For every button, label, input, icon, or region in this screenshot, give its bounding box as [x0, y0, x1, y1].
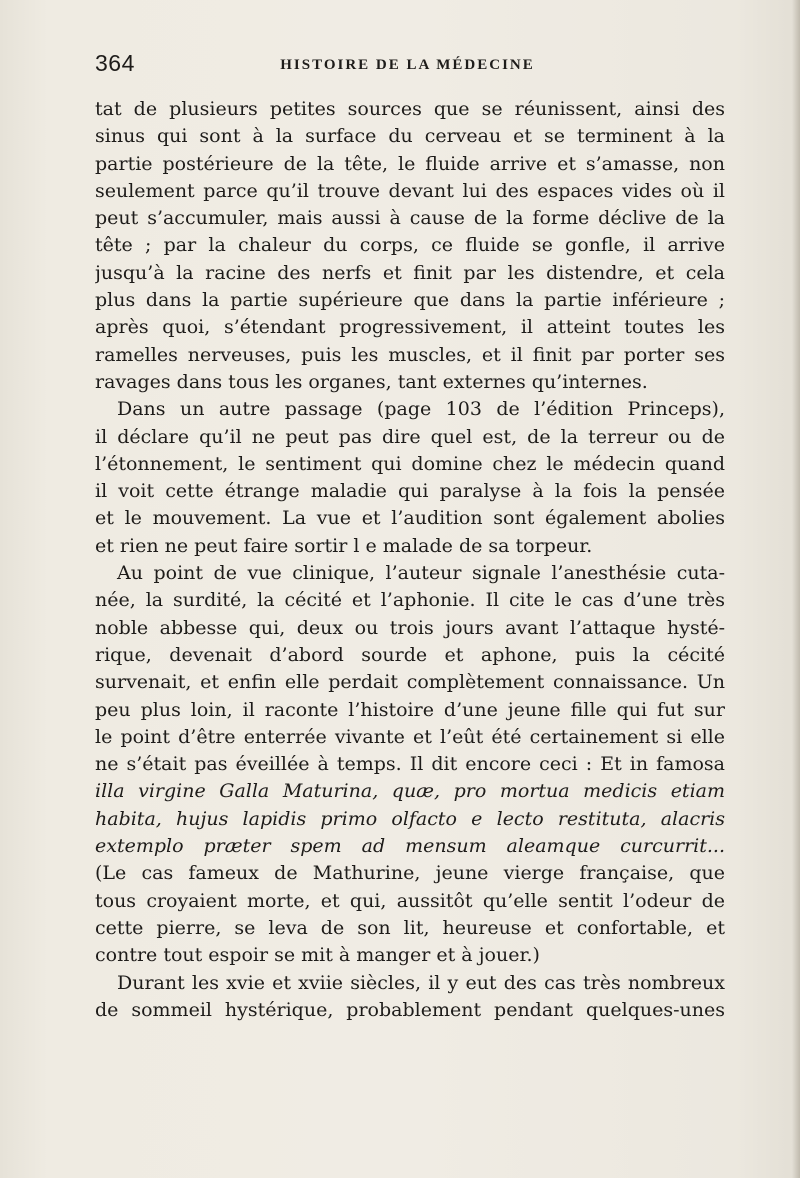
text-line: survenait, et enfin elle perdait complètement connaissance. Un	[95, 671, 725, 694]
text-line: l’étonnement, le sentiment qui domine chez le médecin quand	[95, 452, 725, 475]
text-line: partie postérieure de la tête, le fluide arrive et s’amasse, non	[95, 152, 725, 175]
text-line: seulement parce qu’il trouve devant lui des espaces vides où il	[95, 179, 725, 202]
text-line: tat de plusieurs petites sources que se réunissent, ainsi des	[95, 98, 725, 120]
text-line: illa virgine Galla Maturina, quæ, pro mortua medicis etiam	[95, 780, 725, 803]
running-title: HISTOIRE DE LA MÉDECINE	[280, 57, 535, 73]
text-line: peu plus loin, il raconte l’histoire d’une jeune fille qui fut sur	[95, 698, 725, 721]
text-line: il déclare qu’il ne peut pas dire quel est, de la terreur ou de	[95, 425, 725, 448]
text-line: sinus qui sont à la surface du cerveau et se terminent à la	[95, 125, 725, 148]
text-line: ramelles nerveuses, puis les muscles, et il finit par porter ses	[95, 343, 725, 366]
page-edge-shadow	[792, 0, 800, 1178]
text-line: Au point de vue clinique, l’auteur signale l’anesthésie cuta-	[117, 562, 725, 585]
text-line: il voit cette étrange maladie qui paralyse à la fois la pensée	[95, 480, 725, 503]
text-line: de sommeil hystérique, probablement pendant quelques-unes	[95, 998, 725, 1021]
text-line: née, la surdité, la cécité et l’aphonie. Il cite le cas d’une très	[95, 589, 725, 612]
text-line: noble abbesse qui, deux ou trois jours avant l’attaque hysté-	[95, 616, 725, 639]
page-header	[95, 50, 720, 80]
text-line: tous croyaient morte, et qui, aussitôt qu’elle sentit l’odeur de	[95, 889, 725, 912]
text-line: le point d’être enterrée vivante et l’eût été certainement si elle	[95, 725, 725, 748]
text-line: plus dans la partie supérieure que dans la partie inférieure ;	[95, 289, 725, 312]
body-text	[95, 96, 725, 1024]
text-line: après quoi, s’étendant progressivement, il atteint toutes les	[95, 316, 725, 339]
text-line: et le mouvement. La vue et l’audition sont également abolies	[95, 507, 725, 530]
text-line: cette pierre, se leva de son lit, heureuse et confortable, et	[95, 916, 725, 939]
text-line: ne s’était pas éveillée à temps. Il dit encore ceci : Et in famosa	[95, 753, 725, 776]
text-line: extemplo præter spem ad mensum aleamque curcurrit...	[95, 835, 725, 858]
text-line: ravages dans tous les organes, tant externes qu’internes.	[95, 370, 648, 393]
text-line: peut s’accumuler, mais aussi à cause de la forme déclive de la	[95, 207, 725, 230]
text-line: jusqu’à la racine des nerfs et finit par les distendre, et cela	[95, 261, 725, 284]
text-line: Dans un autre passage (page 103 de l’édition Princeps),	[117, 398, 725, 421]
text-line: tête ; par la chaleur du corps, ce fluide se gonfle, il arrive	[95, 234, 725, 257]
text-line: et rien ne peut faire sortir l e malade de sa torpeur.	[95, 534, 593, 557]
text-line: habita, hujus lapidis primo olfacto e lecto restituta, alacris	[95, 807, 725, 830]
page-number: 364	[95, 50, 135, 76]
text-line: (Le cas fameux de Mathurine, jeune vierge française, que	[95, 862, 725, 885]
text-line: contre tout espoir se mit à manger et à jouer.)	[95, 944, 540, 967]
text-line: Durant les xvie et xviie siècles, il y eut des cas très nombreux	[117, 971, 725, 994]
text-line: rique, devenait d’abord sourde et aphone, puis la cécité	[95, 643, 725, 666]
